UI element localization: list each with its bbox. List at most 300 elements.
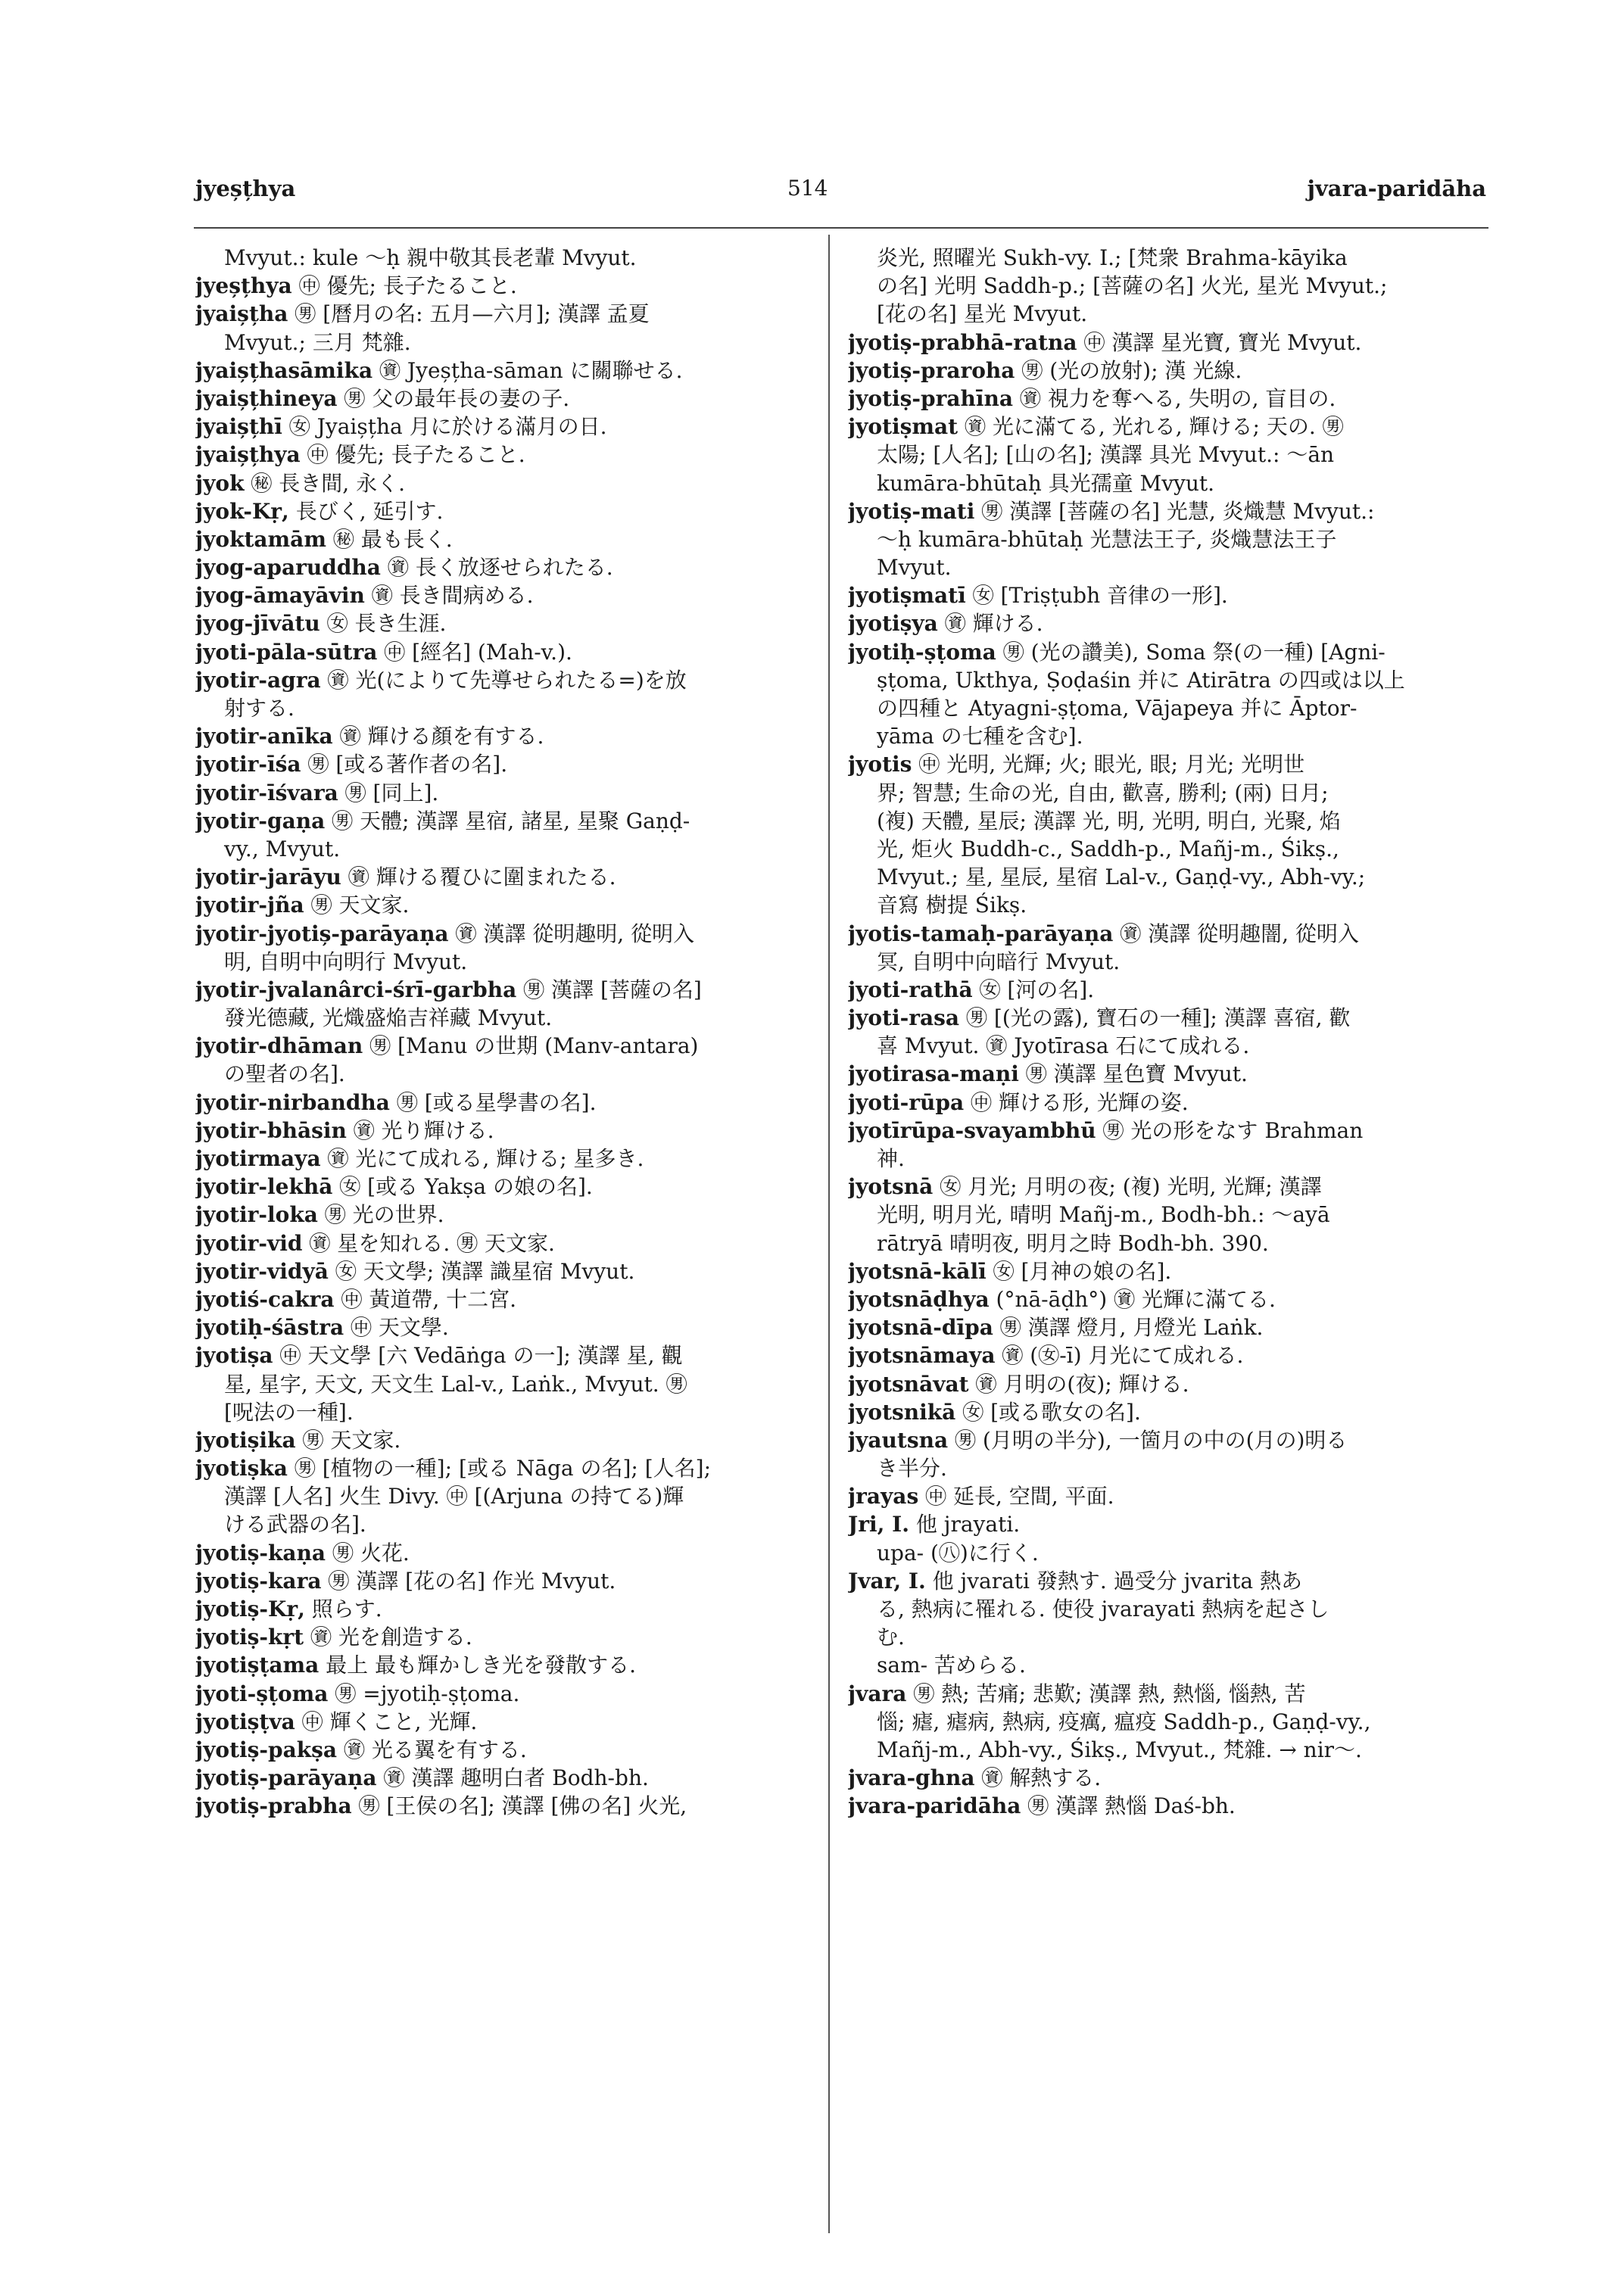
definition-text: ㊥ 優先; 長子たること.: [307, 442, 525, 468]
entry-line: [195, 525, 831, 553]
entry-line: [195, 1004, 831, 1032]
entry-line: [195, 329, 831, 357]
entry-line: [195, 609, 831, 637]
headword: jyotir-gaṇa: [195, 808, 326, 833]
headword: jyotir-vid: [195, 1230, 303, 1256]
entry-line: [195, 1680, 831, 1708]
headword: jyotiṣṭama: [195, 1653, 320, 1678]
headword: jyog-āmayāvin: [195, 583, 365, 609]
entry-line: [195, 1313, 831, 1341]
definition-text: ㊚ [或る著作者の名].: [307, 752, 508, 777]
definition-text: ㊚ 漢譯 [花の名] 作光 Mvyut.: [328, 1568, 616, 1594]
entry-line: [848, 891, 1488, 919]
headword: jyotiṣ-kara: [195, 1568, 322, 1594]
running-head-left: jyeșțhya: [195, 176, 296, 201]
entry-line: [848, 1032, 1488, 1060]
headword: Jri, I.: [848, 1512, 909, 1537]
left-column: [195, 244, 831, 1821]
headword: jyotirmaya: [195, 1146, 321, 1171]
definition-text: 惱; 瘧, 瘧病, 熱病, 疫癘, 瘟疫 Saddh-p., Gaṇḍ-vy.,: [877, 1709, 1371, 1734]
headword: jyotsnāmaya: [848, 1343, 996, 1369]
definition-text: の四種と Atyagni-ṣṭoma, Vājapeya 并に Āptor-: [877, 696, 1357, 721]
entry-line: [848, 1539, 1488, 1567]
definition-text: 他 jrayati.: [915, 1512, 1021, 1537]
definition-text: ㊮ 光る翼を有する.: [343, 1737, 527, 1762]
entry-line: [848, 1510, 1488, 1538]
definition-text: ㊥ 黃道帶, 十二宮.: [341, 1286, 517, 1312]
definition-text: Mvyut.; 星, 星辰, 星宿 Lal-v., Gaṇḍ-vy., Abh-vy.;: [877, 865, 1366, 890]
entry-line: [195, 1201, 831, 1229]
definition-text: 界; 智慧; 生命の光, 自由, 歡喜, 勝利; (兩) 日月;: [877, 780, 1329, 805]
headword: jyotsnā-dīpa: [848, 1315, 993, 1341]
entry-line: [848, 1089, 1488, 1117]
entry-line: [195, 1482, 831, 1510]
entry-line: [848, 609, 1488, 637]
headword: jyotiṣ-prabha: [195, 1793, 352, 1819]
definition-text: ㊚ 漢譯 星色寶 Mvyut.: [1025, 1061, 1248, 1087]
definition-text: ㊥ [經名] (Mah-v.).: [384, 639, 572, 665]
definition-text: (複) 天體, 星辰; 漢譯 光, 明, 光明, 明白, 光聚, 焰: [877, 808, 1341, 833]
definition-text: ㊚ =jyotiḥ-ṣṭoma.: [335, 1681, 520, 1706]
entry-line: [195, 1032, 831, 1060]
definition-text: ㊮ 輝ける.: [944, 611, 1043, 637]
headword: jvara-ghna: [848, 1765, 975, 1791]
entry-line: [195, 441, 831, 469]
definition-text: ㊛ 長き生涯.: [326, 611, 447, 637]
entry-line: [195, 1623, 831, 1651]
definition-text: ㊮ 漢譯 從明趣闇, 從明入: [1120, 921, 1359, 946]
definition-text: ㊮ (㊛-ī) 月光にて成れる.: [1002, 1343, 1244, 1369]
entry-line: [848, 272, 1488, 300]
headword: jyotir-anīka: [195, 724, 333, 749]
entry-line: [848, 1145, 1488, 1173]
headword: jyotir-nirbandha: [195, 1089, 390, 1115]
headword: jyotiḥ-ṣṭoma: [848, 639, 996, 665]
definition-text: ㊚ 漢譯 [菩薩の名]: [523, 977, 702, 1002]
entry-line: [195, 469, 831, 497]
entry-line: [848, 694, 1488, 722]
definition-text: ㊚ [曆月の名: 五月—六月]; 漢譯 孟夏: [295, 301, 650, 327]
definition-text: ㊥ 優先; 長子たること.: [298, 273, 517, 299]
entry-line: [195, 666, 831, 694]
entry-line: [848, 750, 1488, 778]
headword: jyotiṣ-kaṇa: [195, 1540, 326, 1566]
page-number: 514: [787, 176, 828, 201]
definition-text: ㊥ 天文學.: [351, 1315, 449, 1341]
entry-line: [195, 1708, 831, 1736]
entry-line: [848, 413, 1488, 441]
entry-line: [848, 385, 1488, 413]
headword: jyotir-vidyā: [195, 1258, 329, 1284]
definition-text: の聖者の名].: [224, 1061, 345, 1087]
definition-text: [呪法の一種].: [224, 1399, 354, 1425]
definition-text: の名] 光明 Saddh-p.; [菩薩の名] 火光, 星光 Mvyut.;: [877, 273, 1388, 299]
headword: jyog-jīvātu: [195, 611, 320, 637]
definition-text: ㊮ 漢譯 從明趣明, 從明入: [455, 921, 695, 946]
entry-line: [195, 1117, 831, 1145]
headword: jyotsnā: [848, 1174, 934, 1200]
entry-line: [195, 694, 831, 722]
entry-line: [195, 779, 831, 807]
headword: jyoti-pāla-sūtra: [195, 639, 378, 665]
definition-text: 最上 最も輝かしき光を發散する.: [326, 1653, 636, 1678]
definition-text: ㊛ [Triṣṭubh 音律の一形].: [972, 583, 1228, 609]
entry-line: [195, 1060, 831, 1088]
entry-line: [848, 1285, 1488, 1313]
definition-text: ㊮ 輝ける顏を有する.: [339, 724, 544, 749]
definition-text: ㊮ Jyeșțha-sāman に關聯せる.: [379, 357, 683, 383]
entry-line: [195, 1426, 831, 1454]
entry-line: [848, 441, 1488, 469]
entry-line: [195, 1173, 831, 1201]
running-head-right: jvara-paridāha: [1307, 176, 1486, 201]
headword: jyaișțhasāmika: [195, 357, 373, 383]
definition-text: ㊛ [月神の娘の名].: [993, 1258, 1172, 1284]
definition-text: [花の名] 星光 Mvyut.: [877, 301, 1088, 327]
definition-text: ㊥ 延長, 空間, 平面.: [925, 1484, 1114, 1509]
entry-line: [195, 1736, 831, 1764]
entry-line: [848, 1060, 1488, 1088]
entry-line: [195, 1145, 831, 1173]
headword: jyotir-jyotiș-parāyaṇa: [195, 921, 449, 946]
headword: jyotiṣa: [195, 1343, 273, 1369]
definition-text: ㊚ [(光の露), 寶石の一種]; 漢譯 喜宿, 歡: [965, 1005, 1351, 1031]
definition-text: ㊮ 漢譯 趣明白者 Bodh-bh.: [383, 1765, 649, 1791]
headword: jyotir-lekhā: [195, 1174, 333, 1200]
definition-text: 漢譯 [人名] 火生 Divy. ㊥ [(Arjuna の持てる)輝: [224, 1484, 684, 1509]
definition-text: ㊚ [王侯の名]; 漢譯 [佛の名] 火光,: [358, 1793, 687, 1819]
entry-line: [848, 1792, 1488, 1820]
entry-line: [195, 1651, 831, 1679]
definition-text: き半分.: [877, 1456, 947, 1481]
entry-line: [848, 329, 1488, 357]
definition-text: ㊮ 輝ける覆ひに圍まれたる.: [348, 865, 616, 890]
entry-line: [848, 1595, 1488, 1623]
headword: jyotir-īśa: [195, 752, 301, 777]
definition-text: ㊚ 漢譯 燈月, 月燈光 Laṅk.: [999, 1315, 1264, 1341]
entry-line: [195, 300, 831, 328]
entry-line: [848, 779, 1488, 807]
entry-line: [848, 1454, 1488, 1482]
definition-text: ㊮ 視力を奪へる, 失明の, 盲目の.: [1019, 385, 1336, 411]
entry-line: [195, 581, 831, 609]
definition-text: Mvyut.: [877, 555, 952, 581]
entry-line: [195, 920, 831, 948]
definition-text: ㊙ 最も長く.: [332, 526, 453, 552]
headword: jyotir-īśvara: [195, 780, 338, 805]
definition-text: ㊮ 光(によりて先導せられたる=)を放: [327, 667, 687, 693]
headword: jyotīrūpa-svayambhū: [848, 1117, 1096, 1143]
entry-line: [848, 1680, 1488, 1708]
entry-line: [848, 722, 1488, 750]
definition-text: 太陽; [人名]; [山の名]; 漢譯 具光 Mvyut.: ～ān: [877, 442, 1335, 468]
definition-text: ㊛ 月光; 月明の夜; (複) 光明, 光輝; 漢譯: [940, 1174, 1322, 1200]
definition-text: ㊛ [或る歌女の名].: [962, 1399, 1141, 1425]
entry-line: [848, 525, 1488, 553]
entry-line: [195, 807, 831, 835]
definition-text: Mvyut.: kule ～ḥ 親中敬其長老輩 Mvyut.: [224, 245, 637, 270]
entry-line: [195, 948, 831, 976]
headword: jyotis: [848, 752, 912, 777]
definition-text: ㊚ 火花.: [332, 1540, 410, 1566]
headword: jyog-aparuddha: [195, 555, 381, 581]
entry-line: [195, 1341, 831, 1369]
definition-text: ㊮ 長き間病める.: [371, 583, 534, 609]
entry-line: [195, 1539, 831, 1567]
entry-line: [195, 1257, 831, 1285]
headword: jyotir-dhāman: [195, 1033, 363, 1059]
headword: jyotsnā-kālī: [848, 1258, 987, 1284]
definition-text: ㊮ 月明の(夜); 輝ける.: [975, 1371, 1189, 1397]
entry-line: [195, 750, 831, 778]
right-column: [848, 244, 1488, 1821]
definition-text: ㊚ (月明の半分), 一箇月の中の(月の)明る: [955, 1427, 1348, 1453]
definition-text: ṣṭoma, Ukthya, Ṣoḍaśin 并に Atirātra の四或は以上: [877, 667, 1405, 693]
headword: jyotir-jña: [195, 893, 304, 918]
entry-line: [848, 1201, 1488, 1229]
headword: jvara-paridāha: [848, 1793, 1021, 1819]
definition-text: 發光德藏, 光熾盛焔吉祥藏 Mvyut.: [224, 1005, 553, 1031]
definition-text: ㊛ Jyaișțha 月に於ける滿月の日.: [288, 414, 607, 440]
headword: jyoti-rūpa: [848, 1089, 965, 1115]
headword: jyotsnāvat: [848, 1371, 969, 1397]
definition-text: ㊥ 輝ける形, 光輝の姿.: [971, 1089, 1189, 1115]
entry-line: [848, 1708, 1488, 1736]
definition-text: ㊚ 漢譯 [菩薩の名] 光慧, 炎熾慧 Mvyut.:: [981, 498, 1375, 524]
entry-line: [848, 497, 1488, 525]
definition-text: ㊮ 解熱する.: [981, 1765, 1102, 1791]
definition-text: Mañj-m., Abh-vy., Śikṣ., Mvyut., 梵雜. → nir～.: [877, 1737, 1362, 1762]
entry-line: [848, 807, 1488, 835]
headword: jyotiś-cakra: [195, 1286, 335, 1312]
definition-text: 射する.: [224, 696, 295, 721]
entry-line: [848, 1117, 1488, 1145]
definition-text: ㊚ [同上].: [344, 780, 439, 805]
definition-text: ㊮ 光に滿てる, 光れる, 輝ける; 天の. ㊚: [965, 414, 1344, 440]
entry-line: [195, 497, 831, 525]
headword: jyotiṣ-prahīna: [848, 385, 1013, 411]
entry-line: [848, 863, 1488, 891]
entry-line: [848, 244, 1488, 272]
headword: jyoti-rasa: [848, 1005, 960, 1031]
entry-line: [195, 1510, 831, 1538]
entry-line: [195, 1229, 831, 1257]
definition-text: ㊮ 光にて成れる, 輝ける; 星多き.: [327, 1146, 644, 1171]
entry-line: [848, 1623, 1488, 1651]
definition-text: ㊥ 漢譯 星光寶, 寶光 Mvyut.: [1083, 329, 1362, 355]
definition-text: 長びく, 延引す.: [295, 498, 444, 524]
headword: jyaișțha: [195, 301, 288, 327]
headword: jyotiṣ-parāyaṇa: [195, 1765, 377, 1791]
entry-line: [848, 1764, 1488, 1792]
entry-line: [195, 722, 831, 750]
entry-line: [195, 1567, 831, 1595]
headword: jyotiṣmat: [848, 414, 959, 440]
headword: jyeșțhya: [195, 273, 292, 299]
entry-line: [848, 976, 1488, 1004]
headword: jyotis-tamaḥ-parāyaṇa: [848, 921, 1114, 946]
entry-line: [848, 553, 1488, 581]
definition-text: ㊚ 天文家.: [302, 1427, 401, 1453]
entry-line: [848, 638, 1488, 666]
entry-line: [848, 1313, 1488, 1341]
entry-line: [848, 1398, 1488, 1426]
definition-text: ㊮ 光を創造する.: [310, 1625, 472, 1650]
entry-line: [195, 1285, 831, 1313]
definition-text: む.: [877, 1625, 905, 1650]
headword: jyotiṣ-praroha: [848, 357, 1015, 383]
entry-line: [195, 1454, 831, 1482]
entry-line: [848, 1426, 1488, 1454]
definition-text: ㊚ (光の放射); 漢 光線.: [1021, 357, 1242, 383]
entry-line: [848, 1482, 1488, 1510]
entry-line: [848, 948, 1488, 976]
definition-text: 喜 Mvyut. ㊮ Jyotīrasa 石にて成れる.: [877, 1033, 1250, 1059]
definition-text: ㊚ 光の形をなす Brahman: [1102, 1117, 1364, 1143]
headword: jyotiṣ-prabhā-ratna: [848, 329, 1077, 355]
entry-line: [848, 1370, 1488, 1398]
definition-text: ㊮ 星を知れる. ㊚ 天文家.: [309, 1230, 555, 1256]
entry-line: [195, 1398, 831, 1426]
headword: jyaișțhī: [195, 414, 282, 440]
definition-text: ㊚ 天體; 漢譯 星宿, 諸星, 星聚 Gaṇḍ-: [332, 808, 690, 833]
headword: jyotiṣmatī: [848, 583, 966, 609]
definition-text: ける武器の名].: [224, 1512, 366, 1537]
entry-line: [195, 835, 831, 863]
headword: jyotsnāḍhya: [848, 1286, 990, 1312]
entry-line: [848, 1229, 1488, 1257]
definition-text: sam- 苦めらる.: [877, 1653, 1026, 1678]
definition-text: 照らす.: [311, 1597, 382, 1622]
headword: jyaișțhya: [195, 442, 301, 468]
definition-text: 明, 自明中向明行 Mvyut.: [224, 949, 468, 974]
entry-line: [848, 835, 1488, 863]
entry-line: [848, 1004, 1488, 1032]
definition-text: ～ḥ kumāra-bhūtaḥ 光慧法王子, 炎熾慧法王子: [877, 526, 1337, 552]
definition-text: ㊥ 輝くこと, 光輝.: [301, 1709, 478, 1734]
entry-line: [848, 1567, 1488, 1595]
definition-text: ㊚ 天文家.: [310, 893, 410, 918]
entry-line: [195, 891, 831, 919]
definition-text: ㊚ 熱; 苦痛; 悲歎; 漢譯 熱, 熱惱, 惱熱, 苦: [913, 1681, 1306, 1706]
headword: jyotir-agra: [195, 667, 321, 693]
definition-text: 音寫 樹提 Śikṣ.: [877, 893, 1027, 918]
definition-text: vy., Mvyut.: [224, 836, 341, 861]
header-rule: [194, 227, 1488, 229]
headword: jyotir-bhāsin: [195, 1117, 347, 1143]
entry-line: [195, 244, 831, 272]
entry-line: [848, 300, 1488, 328]
headword: jyoktamām: [195, 526, 326, 552]
headword: jyok-Kṛ,: [195, 498, 289, 524]
definition-text: ㊚ [或る星學書の名].: [396, 1089, 597, 1115]
definition-text: 光明, 明月光, 晴明 Mañj-m., Bodh-bh.: ～ayā: [877, 1202, 1330, 1228]
headword: jyotiṣ-Kṛ,: [195, 1597, 305, 1622]
entry-line: [195, 553, 831, 581]
entry-line: [195, 1089, 831, 1117]
headword: jyotiṣ-pakṣa: [195, 1737, 338, 1762]
entry-line: [195, 385, 831, 413]
headword: jyotiṣya: [848, 611, 938, 637]
headword: jyotiṣka: [195, 1456, 288, 1481]
headword: jyotiṣika: [195, 1427, 296, 1453]
headword: jyautsna: [848, 1427, 949, 1453]
definition-text: ㊚ [植物の一種]; [或る Nāga の名]; [人名];: [294, 1456, 712, 1481]
definition-text: ㊚ (光の讚美), Soma 祭(の一種) [Agni-: [1002, 639, 1386, 665]
entry-line: [848, 357, 1488, 385]
headword: Jvar, I.: [848, 1568, 926, 1594]
definition-text: ㊮ 長く放逐せられたる.: [387, 555, 613, 581]
page-header: [0, 176, 1624, 213]
headword: jyotirasa-maṇi: [848, 1061, 1019, 1087]
definition-text: ㊛ [或る Yakṣa の娘の名].: [339, 1174, 593, 1200]
headword: jyotiṣ-kṛt: [195, 1625, 304, 1650]
definition-text: 冥, 自明中向暗行 Mvyut.: [877, 949, 1121, 974]
definition-text: ㊥ 天文學 [六 Vedāṅga の一]; 漢譯 星, 觀: [279, 1343, 683, 1369]
headword: jyotir-loka: [195, 1202, 318, 1228]
definition-text: 他 jvarati 發熱す. 過受分 jvarita 熱あ: [932, 1568, 1302, 1594]
definition-text: る, 熱病に罹れる. 使役 jvarayati 熱病を起さし: [877, 1597, 1329, 1622]
definition-text: kumāra-bhūtaḥ 具光孺童 Mvyut.: [877, 470, 1215, 496]
entry-line: [195, 638, 831, 666]
definition-text: ㊛ [河の名].: [979, 977, 1095, 1002]
headword: jyotir-jarāyu: [195, 865, 341, 890]
entry-line: [195, 976, 831, 1004]
entry-line: [848, 581, 1488, 609]
headword: jyotiḥ-śāstra: [195, 1315, 344, 1341]
entry-line: [195, 1792, 831, 1820]
entry-line: [848, 666, 1488, 694]
entry-line: [195, 1595, 831, 1623]
definition-text: 炎光, 照曜光 Sukh-vy. I.; [梵衆 Brahma-kāyika: [877, 245, 1348, 270]
entry-line: [848, 469, 1488, 497]
entry-line: [848, 1736, 1488, 1764]
entry-line: [848, 1651, 1488, 1679]
definition-text: ㊛ 天文學; 漢譯 識星宿 Mvyut.: [335, 1258, 635, 1284]
definition-text: ㊚ 漢譯 熱惱 Daś-bh.: [1027, 1793, 1236, 1819]
definition-text: ㊮ 光り輝ける.: [353, 1117, 494, 1143]
headword: jyotsnikā: [848, 1399, 956, 1425]
headword: jyok: [195, 470, 245, 496]
definition-text: 光, 炬火 Buddh-c., Saddh-p., Mañj-m., Śikṣ.,: [877, 836, 1339, 861]
definition-text: upa- (㊇)に行く.: [877, 1540, 1039, 1566]
headword: jyoti-ṣṭoma: [195, 1681, 329, 1706]
definition-text: (°nā-āḍh°) ㊮ 光輝に滿てる.: [996, 1286, 1276, 1312]
entry-line: [195, 413, 831, 441]
headword: jrayas: [848, 1484, 919, 1509]
definition-text: ㊚ 光の世界.: [324, 1202, 444, 1228]
definition-text: ㊚ [Manu の世期 (Manv-antara): [369, 1033, 699, 1059]
headword: jyotiṣ-mati: [848, 498, 975, 524]
entry-line: [195, 1370, 831, 1398]
definition-text: rātryā 晴明夜, 明月之時 Bodh-bh. 390.: [877, 1230, 1269, 1256]
headword: jyoti-rathā: [848, 977, 973, 1002]
entry-line: [848, 920, 1488, 948]
entry-line: [848, 1173, 1488, 1201]
entry-line: [848, 1341, 1488, 1369]
definition-text: ㊥ 光明, 光輝; 火; 眼光, 眼; 月光; 光明世: [918, 752, 1305, 777]
entry-line: [195, 357, 831, 385]
definition-text: ㊙ 長き間, 永く.: [251, 470, 405, 496]
headword: jvara: [848, 1681, 907, 1706]
entry-line: [195, 863, 831, 891]
headword: jyotiṣṭva: [195, 1709, 295, 1734]
definition-text: Mvyut.; 三月 梵雜.: [224, 329, 411, 355]
entry-line: [195, 272, 831, 300]
entry-line: [195, 1764, 831, 1792]
definition-text: 星, 星字, 天文, 天文生 Lal-v., Laṅk., Mvyut. ㊚: [224, 1371, 687, 1397]
definition-text: ㊚ 父の最年長の妻の子.: [344, 385, 570, 411]
